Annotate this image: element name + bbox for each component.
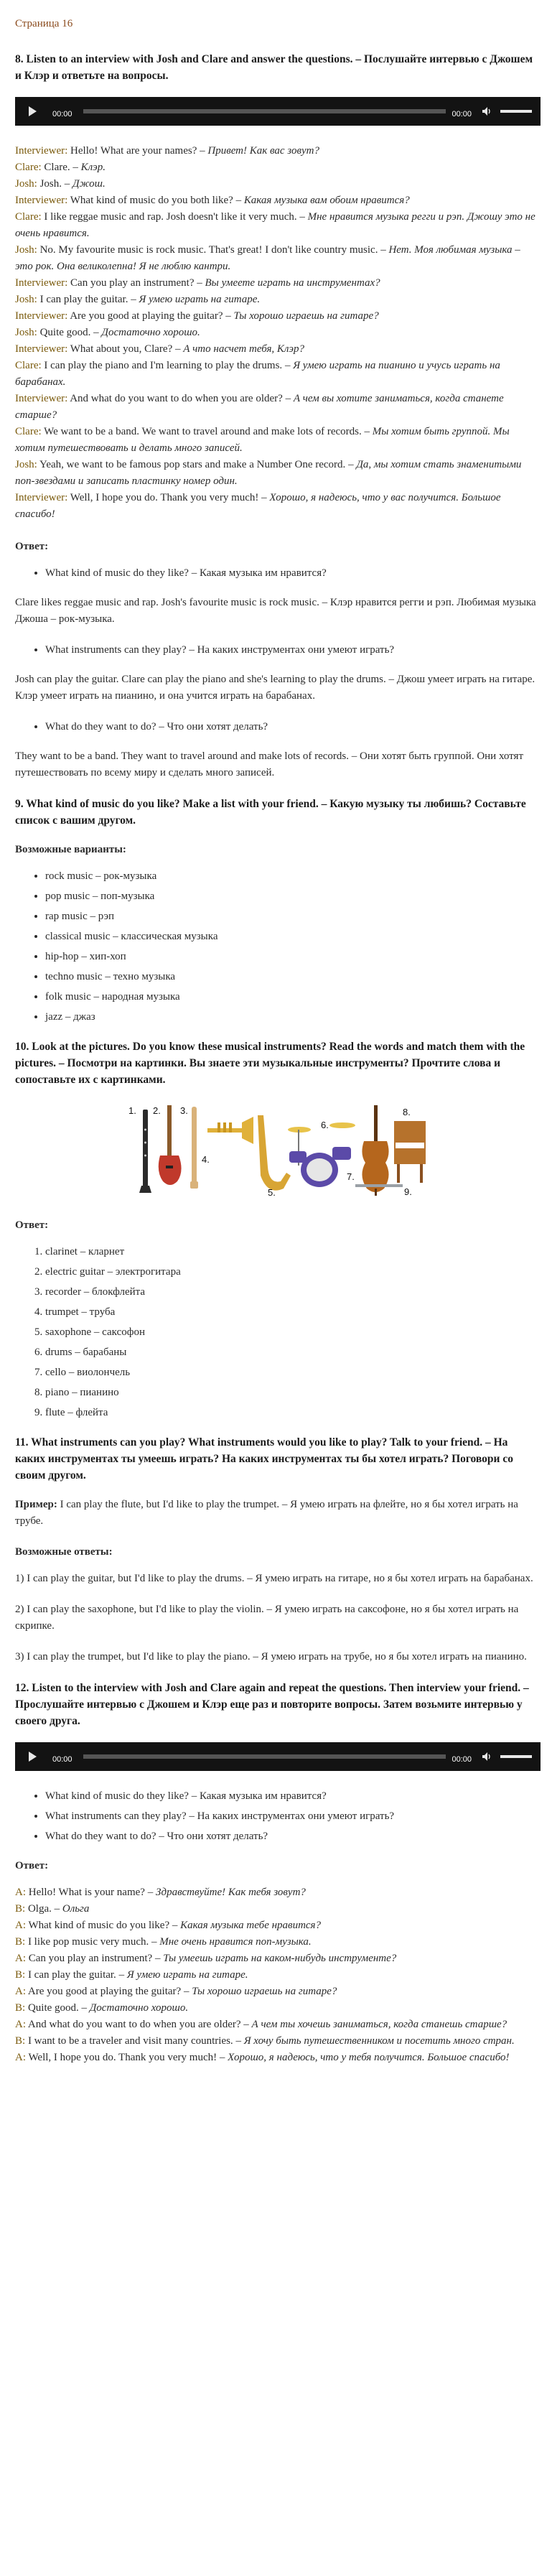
russian-translation: – Клэр. [72,162,106,173]
question-item: • What kind of music do they like? – Какая музыка им нравится? [45,565,541,582]
russian-translation: – А чем ты хочешь заниматься, когда станешь старше? [243,2019,507,2030]
speaker-label: Interviewer: [15,277,68,289]
figure-number-5: 5. [268,1187,276,1197]
speaker-label: Clare: [15,360,42,371]
question-item: • What instruments can they play? – На каких инструментах они умеют играть? [45,642,541,659]
question-list [15,719,541,735]
speaker-label: Josh: [15,178,37,190]
dialog-line [15,2017,541,2033]
possible-answers [15,1571,541,1665]
question-item: • What do they want to do? – Что они хотят делать? [45,1828,541,1845]
russian-translation: – Ольга [54,1903,90,1915]
question-item: • What instruments can they play? – На каких инструментах они умеют играть? [45,1808,541,1825]
russian-translation: – Какая музыка тебе нравится? [172,1920,322,1931]
russian-translation: – Мне очень нравится поп-музыка. [151,1936,312,1948]
speaker-label: B: [15,1936,26,1948]
question-item: • What do they want to do? – Что они хотят делать? [45,719,541,735]
recorder-illustration [190,1107,198,1189]
russian-translation: – Какая музыка вам обоим нравится? [235,195,410,206]
russian-translation: – Здравствуйте! Как тебя зовут? [147,1887,306,1898]
instrument-item: 1. clarinet – кларнет [45,1244,541,1260]
russian-translation: – Хорошо, я надеюсь, что у вас получится. Большое спасибо! [15,492,501,520]
dialog-line [15,2000,541,2017]
dialog-line [15,424,541,457]
russian-translation: – А чем вы хотите заниматься, когда станете старше? [15,393,504,421]
answer-label: Ответ: [15,1219,49,1231]
speaker-label: B: [15,1969,26,1981]
dialog-line [15,1967,541,1984]
speaker-label: Josh: [15,294,37,305]
russian-translation: – Мне нравится музыка регги и рэп. Джошу это не очень нравится. [15,211,535,239]
speaker-label: Interviewer: [15,393,68,404]
instrument-item: 3. recorder – блокфлейта [45,1284,541,1301]
volume-slider[interactable] [500,1755,532,1758]
english-text: Well, I hope you do. Thank you very much! [26,2052,220,2063]
russian-translation: – Я умею играть на гитаре. [131,294,261,305]
english-text: Hello! What is your name? [26,1887,148,1898]
music-genre-item: • classical music – классическая музыка [45,929,541,945]
russian-translation: – Хорошо, я надеюсь, что у тебя получится. Большое спасибо! [219,2052,510,2063]
speaker-label: A: [15,2019,26,2030]
speaker-label: B: [15,1903,26,1915]
instrument-item: 9. flute – флейта [45,1405,541,1421]
answer-label: Ответ: [15,541,49,552]
volume-icon[interactable] [482,106,492,116]
music-genre-item: • techno music – техно музыка [45,969,541,985]
english-text: Quite good. [25,2002,82,2014]
english-text: I like reggae music and rap. Josh doesn't like it very much. [41,211,300,223]
dialog-line [15,1934,541,1950]
possible-answer: 2) I can play the saxophone, but I'd like to play the violin. – Я умею играть на саксофоне, но я бы хотел играть на скрипке. [15,1604,519,1632]
play-icon[interactable] [29,106,37,116]
english-text: Clare. [41,162,73,173]
speaker-label: Josh: [15,459,37,470]
english-text: Olga. [25,1903,55,1915]
instrument-item: 8. piano – пианино [45,1385,541,1401]
russian-translation: – Мы хотим быть группой. Мы хотим путешествовать и делать много записей. [15,426,510,454]
total-time: 00:00 [452,1755,472,1764]
music-genre-item: • pop music – поп-музыка [45,888,541,905]
audio-player-1[interactable] [15,97,541,126]
dialog-line [15,159,541,176]
russian-translation: – Достаточно хорошо. [93,327,200,338]
dialog-line [15,325,541,341]
volume-icon[interactable] [482,1752,492,1762]
speaker-label: Josh: [15,244,37,256]
ex10-title: 10. Look at the pictures. Do you know these musical instruments? Read the words and match them with the pictures. – Посмотри на картинки. Вы знаете эти музыкальные инструменты? Прочтите слова и сопоставьте их с картинками. [15,1041,525,1086]
instrument-item: 6. drums – барабаны [45,1344,541,1361]
drums-illustration [288,1122,355,1187]
russian-translation: – Нет. Моя любимая музыка – это рок. Она великолепна! Я не люблю кантри. [15,244,520,272]
figure-number-3: 3. [180,1105,188,1116]
progress-bar[interactable] [83,1754,446,1759]
example-label: Пример: [15,1499,57,1510]
dialog-line [15,308,541,325]
russian-translation: – Джош. [64,178,106,190]
english-text: Josh. [37,178,65,190]
interview-dialog [15,143,541,523]
variants-label: Возможные варианты: [15,844,126,855]
english-text: Well, I hope you do. Thank you very much! [67,492,262,503]
instrument-item: 5. saxophone – саксофон [45,1324,541,1341]
speaker-label: Josh: [15,327,37,338]
dialog-line [15,457,541,490]
english-text: I can play the guitar. [37,294,131,305]
dialog-line [15,391,541,424]
dialog-line [15,192,541,209]
ex11-title: 11. What instruments can you play? What instruments would you like to play? Talk to your friend. – На каких инструментах ты умеешь играть? На каких инструментах ты бы хотел играть? Поговори со своим другом. [15,1436,513,1482]
music-genre-item: • jazz – джаз [45,1009,541,1026]
music-list [15,868,541,1026]
dialog-line [15,143,541,159]
speaker-label: A: [15,1887,26,1898]
dialog-line [15,1884,541,1901]
russian-translation: – А что насчет тебя, Клэр? [174,343,305,355]
page-label: Страница 16 [15,18,73,29]
question-list [15,642,541,659]
piano-illustration [394,1121,426,1183]
example-text [15,1497,541,1530]
english-text: We want to be a band. We want to travel around and make lots of records. [41,426,365,437]
figure-number-9: 9. [404,1186,412,1197]
play-icon[interactable] [29,1752,37,1762]
answer-label: Ответ: [15,1860,49,1871]
english-text: And what do you want to do when you are older? [26,2019,244,2030]
question-list [15,565,541,582]
russian-translation: – Достаточно хорошо. [81,2002,189,2014]
ex12-title: 12. Listen to the interview with Josh and Clare again and repeat the questions. Then interview your friend. – Прослушайте интервью с Джошем и Клэр еще раз и повторите вопросы. Затем возьмите интервью у своего друга. [15,1682,529,1727]
dialog-line [15,2033,541,2050]
instrument-item: 4. trumpet – труба [45,1304,541,1321]
instrument-item: 2. electric guitar – электрогитара [45,1264,541,1280]
english-text: What about you, Clare? [67,343,175,355]
example-sentence: I can play the flute, but I'd like to play the trumpet. – Я умею играть на флейте, но я бы хотел играть на трубе. [15,1499,518,1527]
possible-answer: 3) I can play the trumpet, but I'd like to play the piano. – Я умею играть на трубе, но я бы хотел играть на пианино. [15,1651,527,1663]
dialog-line [15,242,541,275]
current-time: 00:00 [52,110,72,118]
possible-answer: 1) I can play the guitar, but I'd like to play the drums. – Я умею играть на гитаре, но я бы хотел играть на барабанах. [15,1573,533,1584]
music-genre-item: • folk music – народная музыка [45,989,541,1005]
english-text: I can play the guitar. [25,1969,119,1981]
progress-bar[interactable] [83,109,446,113]
speaker-label: Clare: [15,426,42,437]
english-text: Can you play an instrument? [26,1953,155,1964]
dialog-line [15,358,541,391]
figure-number-8: 8. [403,1107,411,1117]
speaker-label: A: [15,1953,26,1964]
answer-text: Josh can play the guitar. Clare can play the piano and she's learning to play the drums. – Джош умеет играть на гитаре. Клэр умеет играть на пианино, и она учится играть на барабанах. [15,674,535,702]
dialog-line [15,1917,541,1934]
volume-slider[interactable] [500,110,532,113]
speaker-label: Clare: [15,162,42,173]
english-text: I like pop music very much. [25,1936,151,1948]
speaker-label: Clare: [15,211,42,223]
speaker-label: Interviewer: [15,195,68,206]
current-time: 00:00 [52,1755,72,1764]
english-text: What kind of music do you like? [26,1920,172,1931]
english-text: I can play the piano and I'm learning to play the drums. [41,360,285,371]
dialog-line [15,341,541,358]
dialog-line [15,292,541,308]
english-text: Yeah, we want to be famous pop stars and make a Number One record. [37,459,349,470]
dialog-line [15,1950,541,1967]
ex9-title: 9. What kind of music do you like? Make a list with your friend. – Какую музыку ты любишь? Составьте список с вашим другом. [15,798,526,827]
instruments-illustration [127,1101,429,1197]
dialog-line [15,275,541,292]
answer-text: They want to be a band. They want to travel around and make lots of records. – Они хотят быть группой. Они хотят путешествовать по всему миру и сделать много записей. [15,750,523,778]
russian-translation: – Я хочу быть путешественником и посетить много стран. [235,2035,515,2047]
dialog-line [15,1901,541,1917]
audio-player-2[interactable] [15,1742,541,1771]
russian-translation: – Ты умеешь играть на каком-нибудь инструменте? [154,1953,397,1964]
dialog-line [15,209,541,242]
english-text: What kind of music do you both like? [67,195,236,206]
instrument-item: 7. cello – виолончель [45,1364,541,1381]
dialog-line [15,2050,541,2066]
russian-translation: – Вы умеете играть на инструментах? [197,277,380,289]
dialog-line [15,176,541,192]
friend-interview-dialog [15,1884,541,2066]
electric-guitar-illustration [159,1105,182,1185]
flute-illustration [355,1184,403,1187]
russian-translation: – Ты хорошо играешь на гитаре? [183,1986,337,1997]
russian-translation: – Я умею играть на гитаре. [118,1969,248,1981]
figure-number-2: 2. [153,1105,161,1116]
music-genre-item: • rap music – рэп [45,908,541,925]
clarinet-illustration [139,1110,151,1193]
figure-number-1: 1. [128,1105,136,1116]
music-genre-item: • hip-hop – хип-хоп [45,949,541,965]
speaker-label: Interviewer: [15,310,68,322]
ex8-title: 8. Listen to an interview with Josh and Clare and answer the questions. – Послушайте интервью с Джошем и Клэр и ответьте на вопросы. [15,53,533,82]
speaker-label: B: [15,2035,26,2047]
music-genre-item: • rock music – рок-музыка [45,868,541,885]
total-time: 00:00 [452,110,472,118]
english-text: Hello! What are your names? [67,145,200,157]
english-text: I want to be a traveler and visit many countries. [25,2035,236,2047]
question-item: • What kind of music do they like? – Какая музыка им нравится? [45,1788,541,1805]
english-text: And what do you want to do when you are older? [67,393,286,404]
english-text: Quite good. [37,327,94,338]
russian-translation: – Привет! Как вас зовут? [200,145,319,157]
speaker-label: A: [15,1986,26,1997]
instrument-list [15,1244,541,1421]
russian-translation: – Да, мы хотим стать знаменитыми поп-звездами и записать пластинку номер один. [15,459,522,487]
question-list [15,1788,541,1845]
speaker-label: B: [15,2002,26,2014]
figure-number-6: 6. [321,1120,329,1130]
english-text: Are you good at playing the guitar? [26,1986,184,1997]
figure-number-7: 7. [347,1171,355,1182]
speaker-label: Interviewer: [15,343,68,355]
english-text: No. My favourite music is rock music. That's great! I don't like country music. [37,244,381,256]
english-text: Can you play an instrument? [67,277,197,289]
cello-illustration [362,1105,388,1196]
answer-text: Clare likes reggae music and rap. Josh's favourite music is rock music. – Клэр нравится регги и рэп. Любимая музыка Джоша – рок-музыка. [15,597,536,625]
russian-translation: – Ты хорошо играешь на гитаре? [225,310,379,322]
speaker-label: A: [15,2052,26,2063]
speaker-label: A: [15,1920,26,1931]
answers-label: Возможные ответы: [15,1546,113,1558]
trumpet-illustration [207,1117,253,1144]
speaker-label: Interviewer: [15,145,68,157]
dialog-line [15,490,541,523]
dialog-line [15,1984,541,2000]
speaker-label: Interviewer: [15,492,68,503]
russian-translation: – Я умею играть на пианино и учусь играть на барабанах. [15,360,500,388]
english-text: Are you good at playing the guitar? [67,310,226,322]
saxophone-illustration [258,1115,291,1191]
figure-number-4: 4. [202,1154,210,1165]
